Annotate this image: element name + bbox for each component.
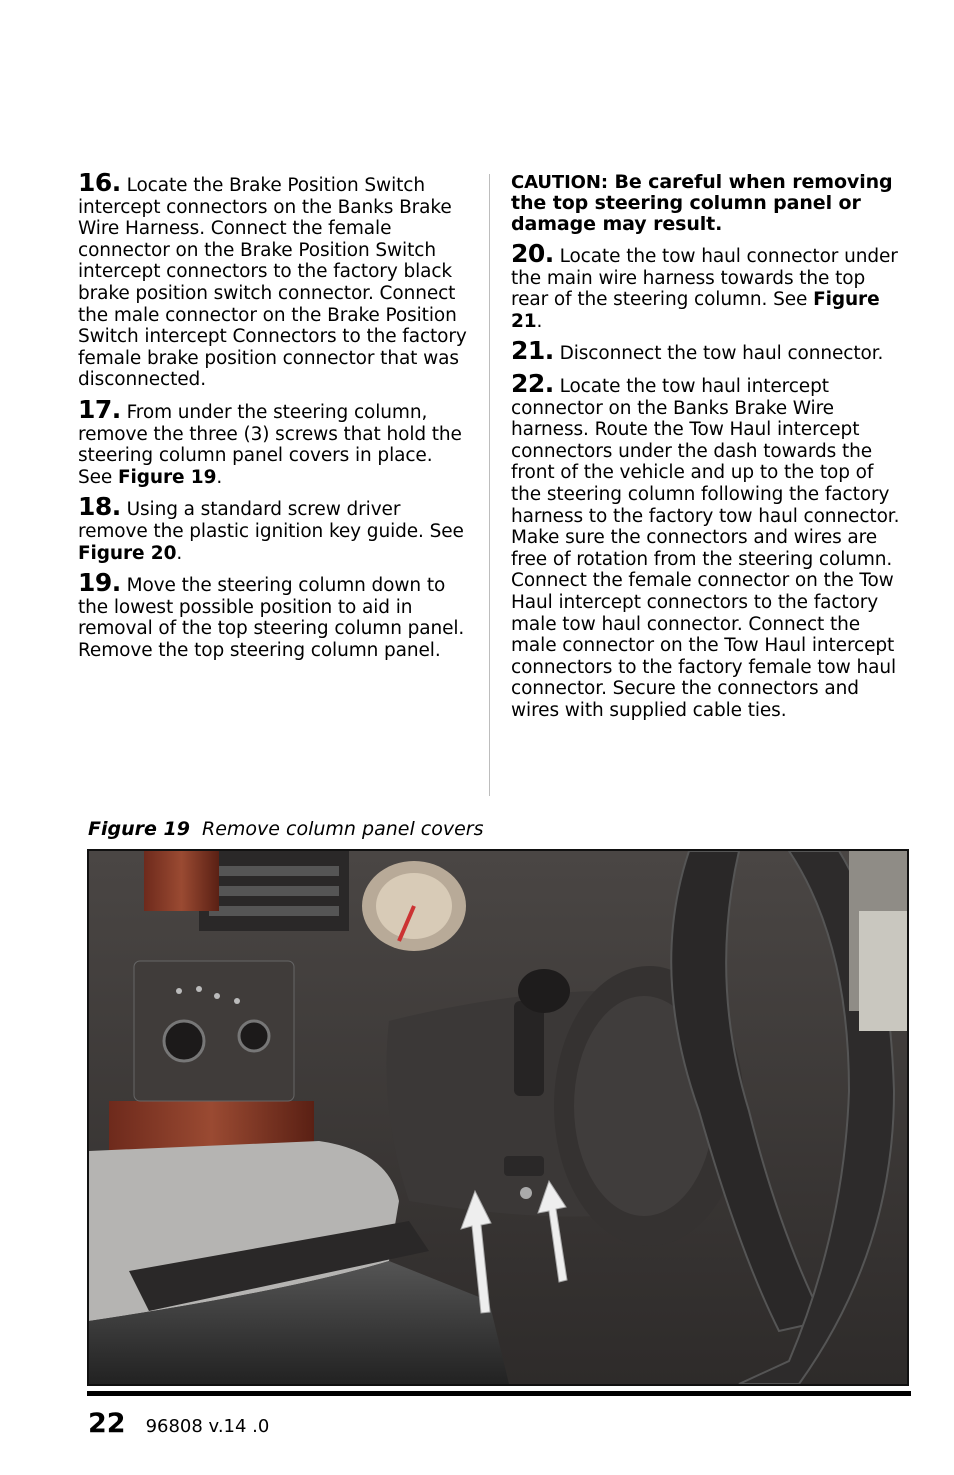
step-17-end: . bbox=[216, 466, 223, 488]
column-divider bbox=[489, 174, 490, 796]
step-21 bbox=[511, 336, 903, 366]
step-17-text: From under the steering column, remove the three (3) screws that hold the steering column panel covers in place. See bbox=[78, 401, 462, 488]
step-20-figure-ref: Figure 21 bbox=[511, 289, 880, 332]
step-18-figure-ref: Figure 20 bbox=[78, 542, 177, 564]
step-17-figure-ref: Figure 19 bbox=[118, 466, 217, 488]
figure-caption bbox=[88, 818, 483, 840]
caution-note bbox=[511, 172, 903, 235]
step-21-text: Disconnect the tow haul connector. bbox=[559, 343, 884, 365]
step-18-text: Using a standard screw driver remove the plastic ignition key guide. See bbox=[78, 499, 464, 542]
left-column bbox=[78, 168, 470, 669]
step-20-text: Locate the tow haul connector under the main wire harness towards the top rear of the steering column. See bbox=[511, 246, 898, 311]
step-17 bbox=[78, 394, 470, 488]
step-18-end: . bbox=[176, 542, 183, 564]
step-19 bbox=[78, 568, 470, 661]
step-18 bbox=[78, 492, 470, 564]
step-16 bbox=[78, 168, 470, 391]
step-20 bbox=[511, 239, 903, 332]
figure-19-photo bbox=[87, 849, 909, 1386]
step-20-end: . bbox=[536, 310, 543, 332]
step-22 bbox=[511, 368, 903, 722]
step-20-number: 20. bbox=[511, 239, 554, 268]
document-version: 96808 v.14 .0 bbox=[145, 1416, 270, 1437]
figure-caption-text: Remove column panel covers bbox=[202, 818, 484, 840]
step-19-text: Move the steering column down to the lowest possible position to aid in removal of the top steering column panel. Remove the top steering column panel. bbox=[78, 575, 465, 661]
step-16-text: Locate the Brake Position Switch intercept connectors on the Banks Brake Wire Harness. Connect the female connector on the Brake Position Switch intercept connectors to the factory black brake position switch connector. Connect the male connector on the Brake Position Switch intercept Connectors to the factory female brake position connector that was disconnected. bbox=[78, 175, 467, 391]
right-column bbox=[511, 172, 903, 729]
step-22-number: 22. bbox=[511, 368, 554, 398]
steering-column-illustration bbox=[89, 851, 907, 1384]
step-17-number: 17. bbox=[78, 394, 121, 424]
step-22-text: Locate the tow haul intercept connector on the Banks Brake Wire harness. Route the Tow Haul intercept connectors under the dash towards the front of the vehicle and up to the top of the steering column following the factory harness to the factory tow haul connector. Make sure the connectors and wires are free of rotation from the steering column. Connect the female connector on the Tow Haul intercept connectors to the factory male tow haul connector. Connect the male connector on the Tow Haul intercept connectors to the factory female tow haul connector. Secure the connectors and wires with supplied cable ties. bbox=[511, 375, 900, 721]
step-16-number: 16. bbox=[78, 168, 121, 197]
step-21-number: 21. bbox=[511, 336, 554, 366]
figure-label: Figure 19 bbox=[88, 818, 190, 840]
caution-label: CAUTION: bbox=[511, 172, 608, 193]
footer-rule bbox=[87, 1391, 911, 1396]
page-number: 22 bbox=[88, 1408, 126, 1439]
page-footer bbox=[88, 1408, 269, 1439]
step-18-number: 18. bbox=[78, 492, 121, 522]
step-19-number: 19. bbox=[78, 568, 121, 598]
caution-text: Be careful when removing the top steering column panel or damage may result. bbox=[511, 171, 893, 235]
